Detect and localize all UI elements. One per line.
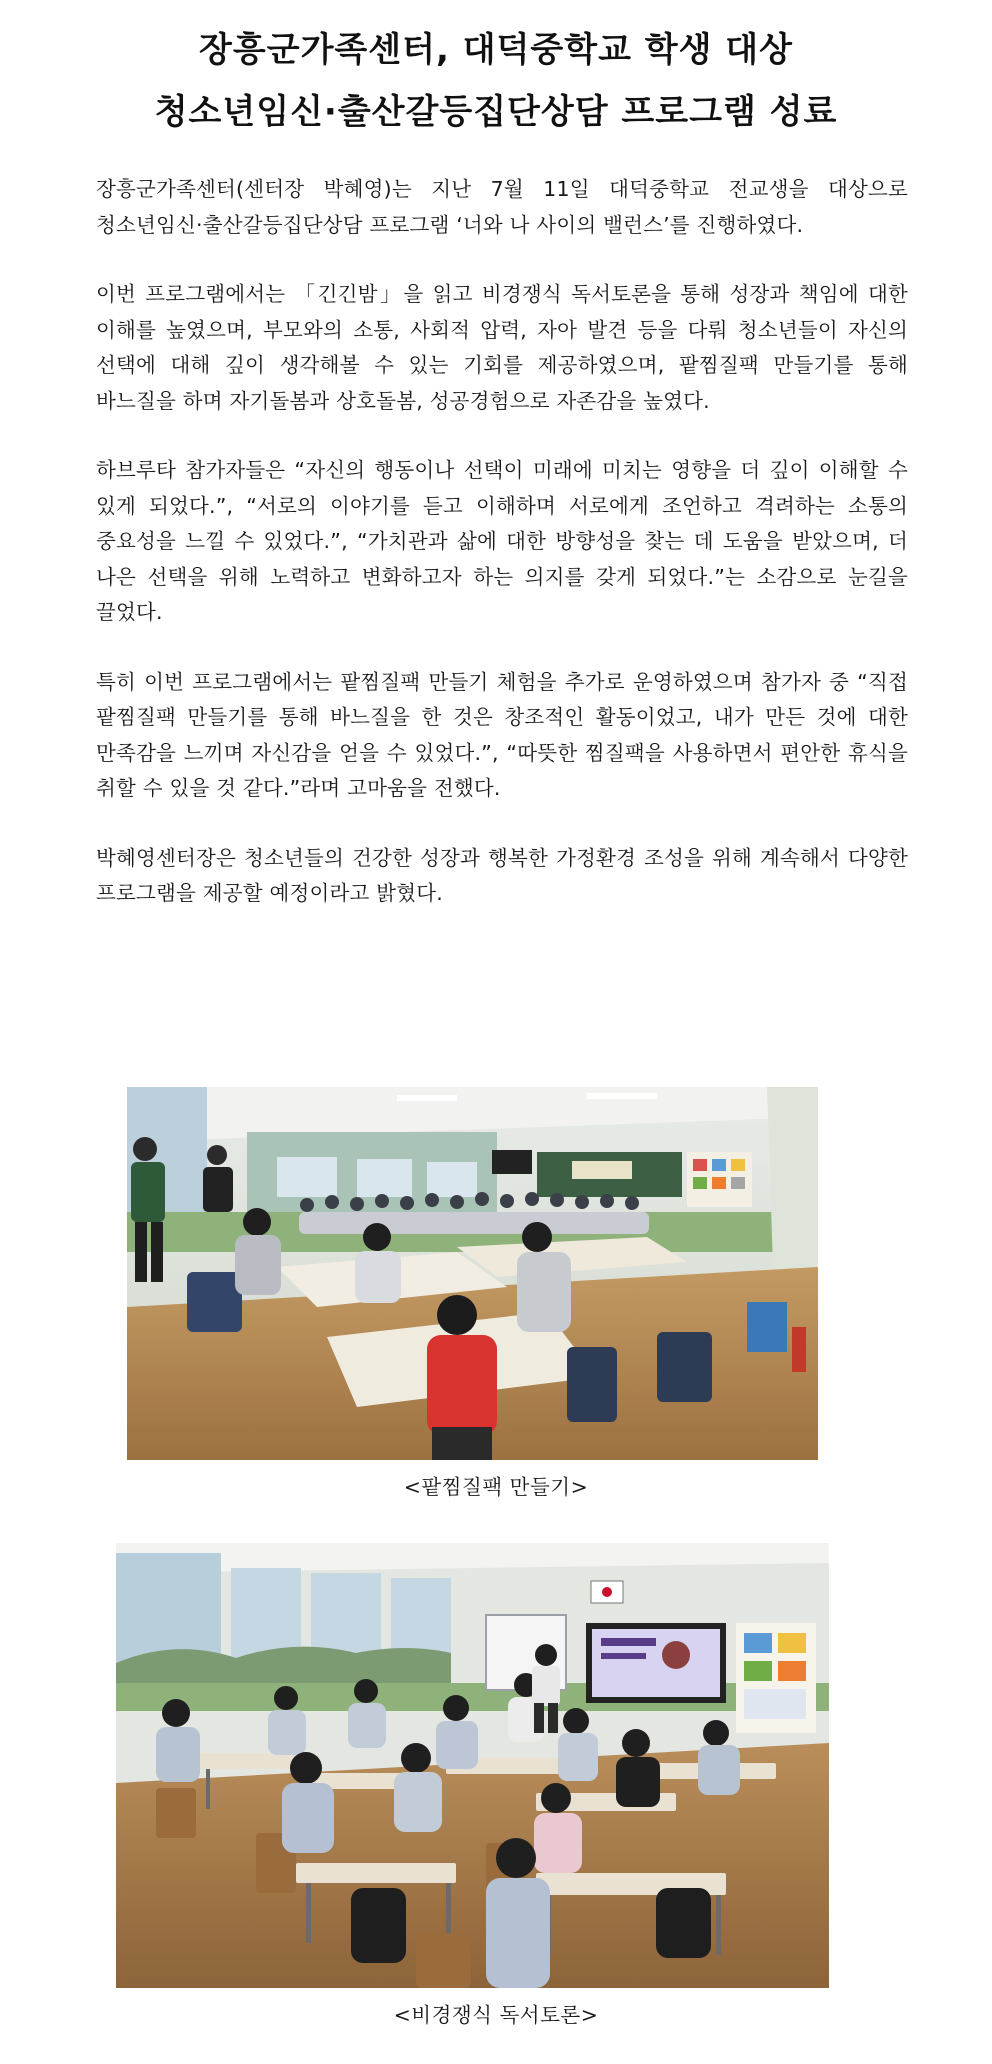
paragraph-feedback: 하브루타 참가자들은 “자신의 행동이나 선택이 미래에 미치는 영향을 더 깊이 이해할 수 있게 되었다.”, “서로의 이야기를 듣고 이해하며 서로에게 조언하고 격려하는 소통의 중요성을 느낄 수 있었다.”, “가치관과 삶에 대한 방향성을 찾는 데 도움을 받았으며, 더 나은 선택을 위해 노력하고 변화하고자 하는 의지를 갖게 되었다.”는 소감으로 눈길을 끌었다. <box>96 458 908 624</box>
article-title-line-1: 장흥군가족센터, 대덕중학교 학생 대상 <box>199 30 793 70</box>
paragraph-program: 이번 프로그램에서는 「긴긴밤」을 읽고 비경쟁식 독서토론을 통해 성장과 책임에 대한 이해를 높였으며, 부모와의 소통, 사회적 압력, 자아 발견 등을 다뤄 청소년들이 자신의 선택에 대해 깊이 생각해볼 수 있는 기회를 제공하였으며, 팥찜질팩 만들기를 통해 바느질을 하며 자기돌봄과 상호돌봄, 성공경험으로 자존감을 높였다. <box>96 282 908 413</box>
photo-caption-reading: <비경쟁식 독서토론> <box>393 2003 599 2027</box>
article-body <box>96 172 908 946</box>
paragraph-sewing: 특히 이번 프로그램에서는 팥찜질팩 만들기 체험을 추가로 운영하였으며 참가자 중 “직접 팥찜질팩 만들기를 통해 바느질을 한 것은 창조적인 활동이었고, 내가 만든 것에 대한 만족감을 느끼며 자신감을 얻을 수 있었다.”, “따뜻한 찜질팩을 사용하면서 편안한 휴식을 취할 수 있을 것 같다.”라며 고마움을 전했다. <box>96 669 908 800</box>
article-title-line-2: 청소년임신·출산갈등집단상담 프로그램 성료 <box>154 92 838 132</box>
photo-sewing-activity <box>127 1087 818 1460</box>
paragraph-closing: 박혜영센터장은 청소년들의 건강한 성장과 행복한 가정환경 조성을 위해 계속해서 다양한 프로그램을 제공할 예정이라고 밝혔다. <box>96 845 908 905</box>
photo-reading-discussion <box>116 1543 829 1988</box>
paragraph-intro: 장흥군가족센터(센터장 박혜영)는 지난 7월 11일 대덕중학교 전교생을 대상으로 청소년임신·출산갈등집단상담 프로그램 ‘너와 나 사이의 밸런스’를 진행하였다. <box>96 177 908 237</box>
photo-caption-sewing: <팥찜질팩 만들기> <box>403 1475 589 1499</box>
